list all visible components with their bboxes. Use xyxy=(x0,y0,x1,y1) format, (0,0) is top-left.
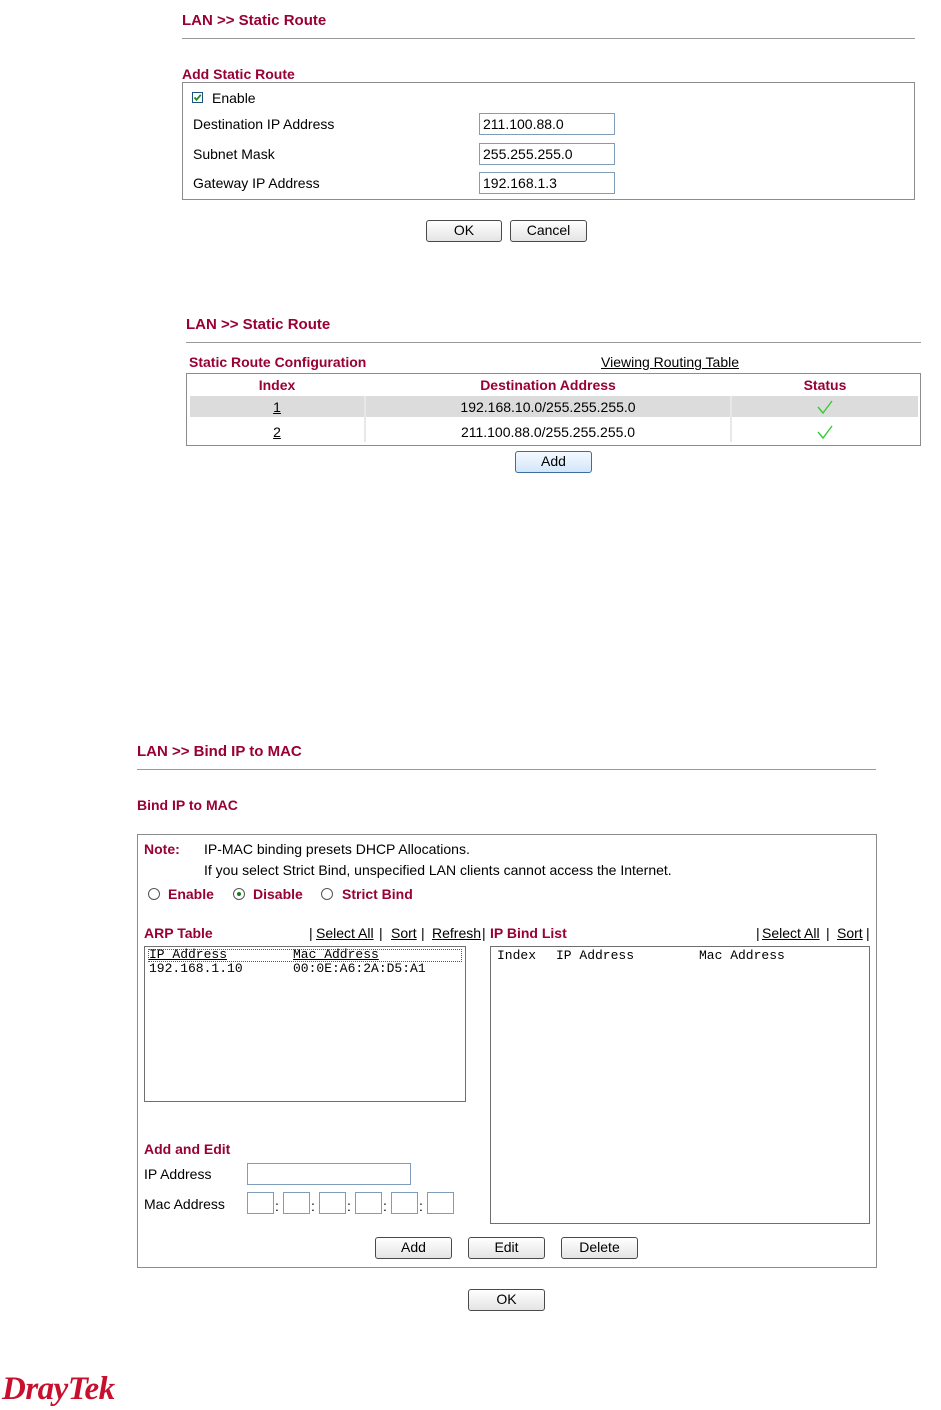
index-header: Index xyxy=(258,377,296,393)
route-destination: 192.168.10.0/255.255.255.0 xyxy=(460,399,636,415)
enable-checkbox[interactable] xyxy=(192,92,203,103)
arp-row-ip[interactable]: 192.168.1.10 xyxy=(149,961,243,976)
arp-sort-link[interactable]: Sort xyxy=(391,925,417,941)
gateway-ip-input[interactable]: 192.168.1.3 xyxy=(479,172,615,194)
note-text: IP-MAC binding presets DHCP Allocations. xyxy=(204,841,470,857)
ip-bind-list-title: IP Bind List xyxy=(490,925,567,941)
ok-button[interactable]: OK xyxy=(426,220,502,242)
bindlist-header-ip: IP Address xyxy=(556,948,635,963)
section-title: Add Static Route xyxy=(182,66,295,82)
ok-button[interactable]: OK xyxy=(468,1289,545,1311)
route-destination: 211.100.88.0/255.255.255.0 xyxy=(460,424,636,440)
arp-header-mac: Mac Address xyxy=(293,947,379,962)
title-divider xyxy=(137,769,876,770)
ip-address-input[interactable] xyxy=(247,1163,411,1185)
bindlist-header-mac: Mac Address xyxy=(699,948,785,963)
viewing-routing-table-link[interactable]: Viewing Routing Table xyxy=(601,354,740,370)
section-title: Static Route Configuration xyxy=(189,354,367,370)
page-title: LAN >> Bind IP to MAC xyxy=(137,743,302,760)
add-button[interactable]: Add xyxy=(375,1237,452,1259)
table-row xyxy=(190,421,918,442)
add-edit-title: Add and Edit xyxy=(144,1141,231,1157)
page-title: LAN >> Static Route xyxy=(186,316,331,333)
subnet-mask-input[interactable]: 255.255.255.0 xyxy=(479,143,615,165)
note-label: Note: xyxy=(144,841,180,857)
disable-radio[interactable] xyxy=(233,888,245,900)
arp-table-title: ARP Table xyxy=(144,925,213,941)
bindlist-sort-link[interactable]: Sort xyxy=(837,925,863,941)
arp-select-all-link[interactable]: Select All xyxy=(316,925,374,941)
strict-bind-radio[interactable] xyxy=(321,888,333,900)
checkmark-icon xyxy=(193,93,202,102)
route-index-link[interactable]: 2 xyxy=(273,424,281,440)
bindlist-select-all-link[interactable]: Select All xyxy=(762,925,820,941)
table-row xyxy=(190,396,918,417)
ip-address-label: IP Address xyxy=(144,1166,212,1182)
disable-radio-label: Disable xyxy=(253,886,303,902)
draytek-logo: DrayTek xyxy=(2,1371,115,1407)
mac-octet-4-input[interactable] xyxy=(355,1192,382,1214)
section-title: Bind IP to MAC xyxy=(137,797,238,813)
arp-row-mac[interactable]: 00:0E:A6:2A:D5:A1 xyxy=(293,961,426,976)
edit-button[interactable]: Edit xyxy=(468,1237,545,1259)
mac-octet-6-input[interactable] xyxy=(427,1192,454,1214)
mac-octet-1-input[interactable] xyxy=(247,1192,274,1214)
note-text: If you select Strict Bind, unspecified LAN clients cannot access the Internet. xyxy=(204,862,672,878)
strict-bind-radio-label: Strict Bind xyxy=(342,886,413,902)
add-route-button[interactable]: Add xyxy=(515,451,592,473)
delete-button[interactable]: Delete xyxy=(561,1237,638,1259)
mac-octet-3-input[interactable] xyxy=(319,1192,346,1214)
enable-radio[interactable] xyxy=(148,888,160,900)
mac-octet-5-input[interactable] xyxy=(391,1192,418,1214)
checkmark-icon xyxy=(816,424,834,440)
arp-refresh-link[interactable]: Refresh xyxy=(432,925,482,941)
mac-address-label: Mac Address xyxy=(144,1196,225,1212)
route-index-link[interactable]: 1 xyxy=(273,399,281,415)
bindlist-header-index: Index xyxy=(497,948,537,963)
arp-table-listbox[interactable] xyxy=(144,946,466,1102)
destination-ip-label: Destination IP Address xyxy=(193,116,335,132)
title-divider xyxy=(186,342,921,343)
page-title: LAN >> Static Route xyxy=(182,12,327,29)
cancel-button[interactable]: Cancel xyxy=(510,220,587,242)
mac-octet-2-input[interactable] xyxy=(283,1192,310,1214)
title-divider xyxy=(182,38,915,39)
subnet-mask-label: Subnet Mask xyxy=(193,146,275,162)
checkmark-icon xyxy=(816,399,834,415)
destination-header: Destination Address xyxy=(480,377,616,393)
ip-bind-listbox[interactable] xyxy=(490,946,870,1224)
enable-radio-label: Enable xyxy=(168,886,214,902)
arp-header-ip: IP Address xyxy=(149,947,228,962)
gateway-ip-label: Gateway IP Address xyxy=(193,175,320,191)
destination-ip-input[interactable]: 211.100.88.0 xyxy=(479,113,615,135)
enable-label: Enable xyxy=(212,90,256,106)
status-header: Status xyxy=(803,377,847,393)
